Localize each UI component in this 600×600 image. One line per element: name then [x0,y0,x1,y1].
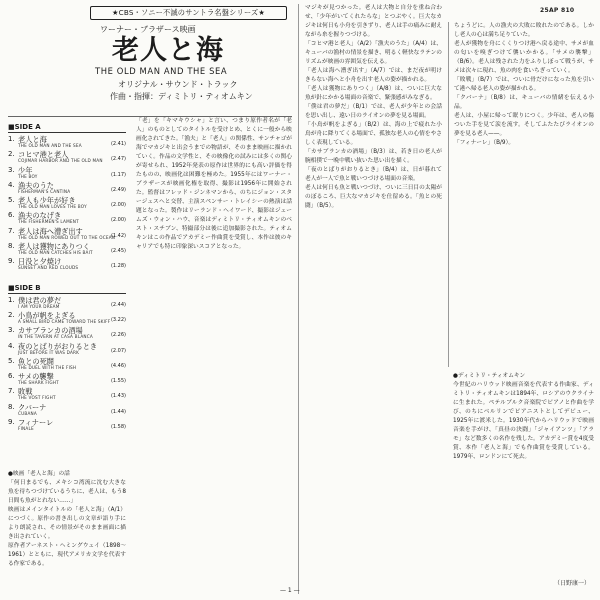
track-number: 9. [8,418,15,427]
track-title-ja: 夜のとばりがおりるとき [18,341,98,351]
track-number: 9. [8,257,15,266]
track-title-en: JUST BEFORE IT WAS DARK [18,349,80,355]
track-number: 7. [8,226,15,235]
track-time: (1.17) [110,171,126,178]
side-a-heading: ■SIDE A [8,122,126,133]
track-row [8,257,126,272]
track-row [8,342,126,357]
track-title-ja: クバーナ [18,402,47,412]
track-row [8,211,126,226]
title-english: THE OLD MAN AND THE SEA [95,66,228,76]
liner-notes-bottom-left: ●映画「老人と海」の話 「何日まるでも、メキシコ湾流に沈む大きな魚を待ちつづけているうちに、老人は、もう8日間も魚がとれない……」 映画はメインタイトルの「老人と海」（A/1）につづく。原作の書き出しの文章が語り手により朗読され、その情景がそのまま画面に描き出されていく。 原作者アーネスト・ヘミングウェイ（1898〜1961）とともに、現代アメリカ文学を代表する作家である。 [8,471,126,567]
track-row [8,196,126,211]
composer-credit: 作曲・指揮：ディミトリ・ティオムキン [110,92,253,101]
track-time: (2.49) [110,186,126,193]
track-row [8,403,126,418]
track-time: (1.42) [110,232,126,239]
track-time: (3.22) [110,316,126,323]
track-title-ja: 老人は獲物にありつく [18,242,90,252]
track-time: (2.45) [110,248,126,255]
track-time: (2.41) [110,141,126,147]
track-row [8,357,126,372]
track-row [8,135,126,150]
track-title-en: THE FISHERMEN'S LAMENT [18,219,79,225]
track-time: (2.44) [110,301,126,308]
track-number: 5. [8,196,15,205]
track-title-en: CUBANA [18,410,37,416]
track-row [8,296,126,311]
track-number: 6. [8,211,15,220]
track-time: (1.43) [110,393,126,400]
track-time: (1.58) [110,424,126,431]
track-title-ja: 老人も少年が好き [18,196,76,206]
liner-notes-column-2: マジキが見つかった。老人は大物と自分を重ね合わせ、「少年がいてくれたらな」とつぶやく。巨大なカジキは何日も小舟を引きずり、老人は手の痛みに耐えながら糸を握りつづける。 「コヒマ港と老人」（A/2）「漁夫のうた」（A/4）は、キューバの漁村の情景を描き、明るく軽快なラテンのリズムが映画の雰囲気を伝える。 「老人は海へ漕ぎ出す」（A/7）では、まだ夜が明けきらない海へと小舟を出す老人の姿が描かれる。 「老人は獲物にありつく」（A/8）は、ついに巨大な魚が針にかかる場面の音楽で、緊張感がみなぎる。 「僕は君の夢だ」（B/1）では、老人が少年との会話を思い出し、遠い日のライオンの夢を見る場面。 「小鳥が帆をよぎる」（B/2）は、海の上で疲れた小鳥が舟に降りてくる場面で、孤独な老人の心情をやさしく表現している。 「カサブランカの酒場」（B/3）は、若き日の老人が腕相撲で一晩中戦い抜いた思い出を描く。 「夜のとばりがおりるとき」（B/4）は、日が暮れて老人が一人で魚と戦いつづける場面の音楽。 老人は何日も魚と戦いつづけ、ついに三日目の太陽がのぼるころ、巨大なマカジキを仕留める。「魚との死闘」（B/5）。 [298,4,442,594]
track-title-en: THE DUEL WITH THE FISH [18,364,77,370]
liner-notes-column-3: ちょうどに。人の漁夫の大敗に敗れたのである。しかし老人の心は満ち足りていた。 老人が獲物を舟にくくりつけ港へ戻る途中、サメが血の匂いを嗅ぎつけて襲いかかる。「サメの襲撃」（B/6）。老人は残された力をふりしぼって戦うが、サメは次々に現れ、魚の肉を食いちぎっていく。 「敗戦」（B/7）では、ついに骨だけになった魚を引いて港へ帰る老人の姿が描かれる。 「クバーナ」（B/8）は、キューバの情緒を伝える小品。 老人は、小屋に帰って眠りにつく。少年は、老人の傷ついた手を見て涙を流す。そしてふたたびライオンの夢を見る老人——。 「フィナーレ」（B/9）。 [448,22,594,367]
track-row [8,227,126,242]
track-time: (2.26) [110,332,126,339]
track-title-en: THE OLD MAN LOVES THE BOY [18,204,87,210]
track-number: 8. [8,242,15,251]
track-number: 5. [8,356,15,365]
page-title: 老人と海 [112,35,224,66]
track-row [8,387,126,402]
catalog-number: 25AP 810 [540,7,575,14]
author-signature: （日野康一） [554,580,591,587]
track-title-ja: 漁夫のなげき [18,211,62,221]
track-number: 7. [8,387,15,396]
track-title-ja: コヒマ港と老人 [18,150,69,160]
track-time: (1.55) [110,378,126,385]
track-time: (1.28) [110,263,126,270]
track-number: 8. [8,402,15,411]
track-row [8,181,126,196]
track-title-ja: フィナーレ [18,418,54,428]
track-row [8,166,126,181]
track-title-ja: 小鳥が帆をよぎる [18,310,76,320]
track-title-en: THE OLD MAN ROWED OUT TO THE OCEAN [18,234,116,240]
track-row [8,150,126,165]
track-title-ja: 老人と海 [18,135,47,144]
track-title-en: FINALE [18,426,34,432]
track-title-en: COJIMAR HARBOR AND THE OLD MAN [18,158,103,164]
track-title-ja: 老人は海へ漕ぎ出す [18,226,83,236]
track-number: 6. [8,372,15,381]
track-title-ja: 漁夫のうた [18,180,54,190]
track-title-ja: カサブランカの酒場 [18,326,83,336]
track-time: (2.47) [110,156,126,163]
track-row [8,311,126,326]
track-title-en: THE BOY [18,173,38,179]
track-time: (2.07) [110,347,126,354]
track-title-ja: 少年 [18,165,33,175]
track-title-en: FISHERMAN'S CANTINA [18,188,71,194]
track-number: 3. [8,326,15,335]
composer-bio: ●ディミトリ・ティオムキン 今世紀のハリウッド映画音楽を代表する作曲家、ディミトリ・ティオムキンは1894年、ロシアのウクライナに生まれた。ペテルブルク音楽院でピアノと作曲を学び、のちにベルリンでピアニストとしてデビュー、1925年に渡米した。1930年代からハリウッドで映画音楽を手がけ、「真昼の決闘」「ジャイアンツ」「アラモ」など数多くの名作を残した。アカデミー賞を4度受賞、本作「老人と海」でも作曲賞を受賞している。1979年、ロンドンにて死去。 [453,373,594,460]
track-title-en: THE OLD MAN CATCHES HIS BAIT [18,250,93,256]
side-b-heading: ■SIDE B [8,283,126,294]
track-row [8,326,126,341]
track-title-en: IN THE TAVERN AT CASA BLANCA [18,334,93,340]
track-row [8,418,126,433]
track-title-en: THE VOST FIGHT [18,395,56,401]
track-title-ja: サメの襲撃 [18,372,54,382]
track-title-en: THE SHARK FIGHT [18,380,59,386]
track-number: 2. [8,150,15,159]
track-title-ja: 魚との死闘 [18,356,54,366]
tracklist [8,122,126,468]
studio-subtitle: ワーナー・ブラザース映画 [100,25,196,34]
track-number: 4. [8,341,15,350]
liner-notes-column-1: 「老」を「キマキウシャ」と言い、つまり原作者名が「老人」のものとしてのタイトルを受けとめ、とくに一般から映画化されてきた。「漁夫」と「老人」の関係性、サンチャゴが海でマカジキと出会うまでの物語が、そのまま映画に描かれていく。作品の文学性と、その映像化の試みには多くの関心が寄せられ、1952年発表の原作は世界的にも高い評価を得たものの、映画化は困難を極めた。1955年にはワーナー・ブラザースが映画化権を取得、撮影は1956年に開始された。監督はフレッド・ジンネマンから、のちにジョン・スタージェスへと交替、主演スペンサー・トレイシーの熱演は話題となった。製作はリーランド・ヘイワード、撮影はジェームズ・ウォン・ハウ、音楽はディミトリ・ティオムキンのベスト・スチブン、特撮部分は後に追加撮影された。ティオムキンはこの作品でアカデミー作曲賞を受賞し、本作は彼のキャリアでも特に印象深いスコアとなった。 [136,118,292,250]
track-title-en: A SMALL BIRD CAME TOWARD THE SKIFF [18,318,111,324]
track-title-ja: 敗戦 [18,387,33,397]
track-title-en: SUNSET AND RED CLOUDS [18,265,79,271]
track-time: (2.00) [110,202,126,209]
track-number: 4. [8,180,15,189]
track-row [8,242,126,257]
track-row [8,372,126,387]
soundtrack-label: オリジナル・サウンド・トラック [118,80,238,89]
track-number: 1. [8,295,15,304]
track-number: 2. [8,310,15,319]
track-time: (1.44) [110,408,126,415]
track-title-en: THE OLD MAN AND THE SEA [18,143,82,148]
page-number: — 1 — [280,587,300,594]
series-banner: ★CBS・ソニー不滅のサントラ名盤シリーズ★ [90,6,287,20]
track-number: 1. [8,135,15,143]
track-number: 3. [8,165,15,174]
track-title-ja: 日没と夕焼け [18,257,62,267]
track-time: (2.00) [110,217,126,224]
track-time: (4.46) [110,362,126,369]
track-title-ja: 僕は君の夢だ [18,295,62,305]
track-title-en: I AM YOUR DREAM [18,303,60,309]
